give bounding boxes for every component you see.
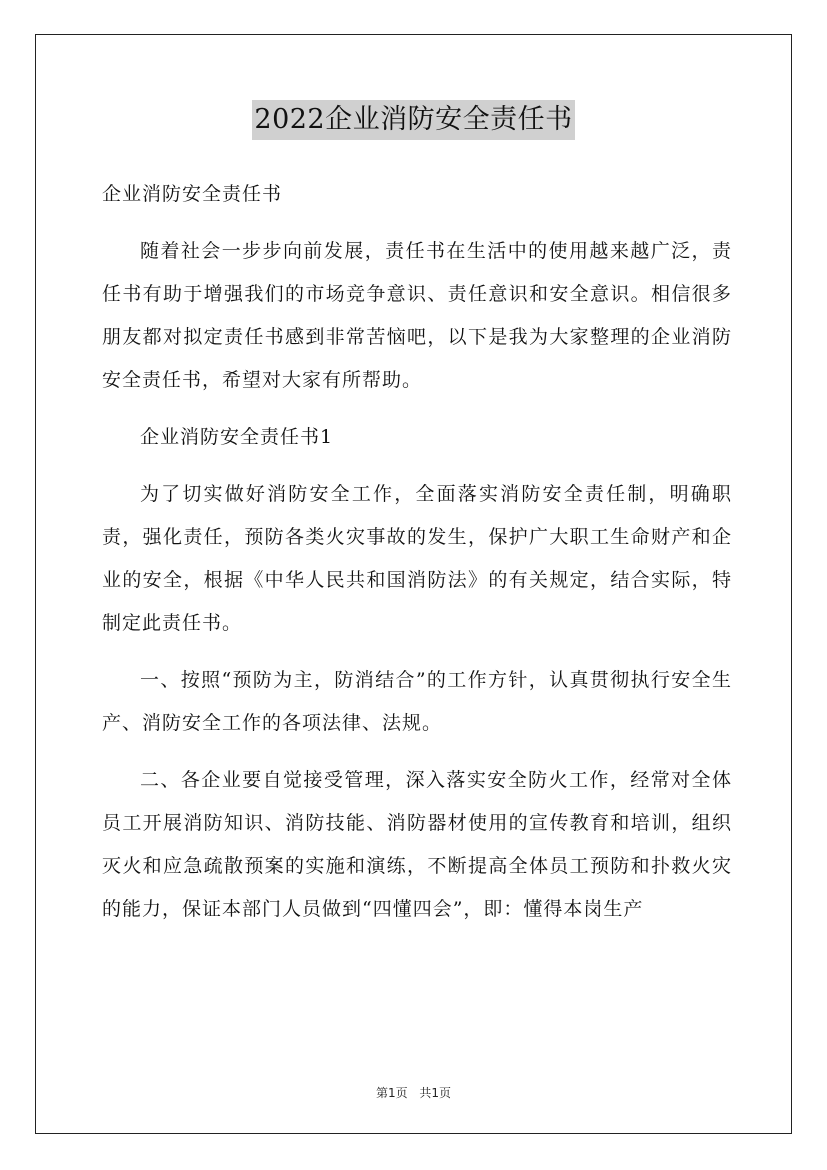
page-total: 共1页 xyxy=(419,1086,452,1100)
paragraph-subtitle: 企业消防安全责任书1 xyxy=(140,426,334,448)
paragraph-item-2: 二、各企业要自觉接受管理，深入落实安全防火工作，经常对全体员工开展消防知识、消防技能、消防器材使用的宣传教育和培训，组织灭火和应急疏散预案的实施和演练，不断提高全体员工预防和扑救火灾的能力，保证本部门人员做到“四懂四会”，即：懂得本岗生产 xyxy=(102,769,732,920)
title-container xyxy=(0,100,827,140)
page-number: 第1页 xyxy=(375,1086,408,1100)
paragraph-intro: 随着社会一步步向前发展，责任书在生活中的使用越来越广泛，责任书有助于增强我们的市场竞争意识、责任意识和安全意识。相信很多朋友都对拟定责任书感到非常苦恼吧，以下是我为大家整理的企业消防安全责任书，希望对大家有所帮助。 xyxy=(102,240,732,391)
paragraph-heading: 企业消防安全责任书 xyxy=(102,183,283,205)
document-body xyxy=(102,173,732,945)
paragraph-purpose: 为了切实做好消防安全工作，全面落实消防安全责任制，明确职责，强化责任，预防各类火灾事故的发生，保护广大职工生命财产和企业的安全，根据《中华人民共和国消防法》的有关规定，结合实际，特制定此责任书。 xyxy=(102,483,732,634)
paragraph-item-1: 一、按照“预防为主，防消结合”的工作方针，认真贯彻执行安全生产、消防安全工作的各项法律、法规。 xyxy=(102,669,732,734)
page-footer xyxy=(0,1084,827,1101)
document-title: 2022企业消防安全责任书 xyxy=(252,100,574,140)
